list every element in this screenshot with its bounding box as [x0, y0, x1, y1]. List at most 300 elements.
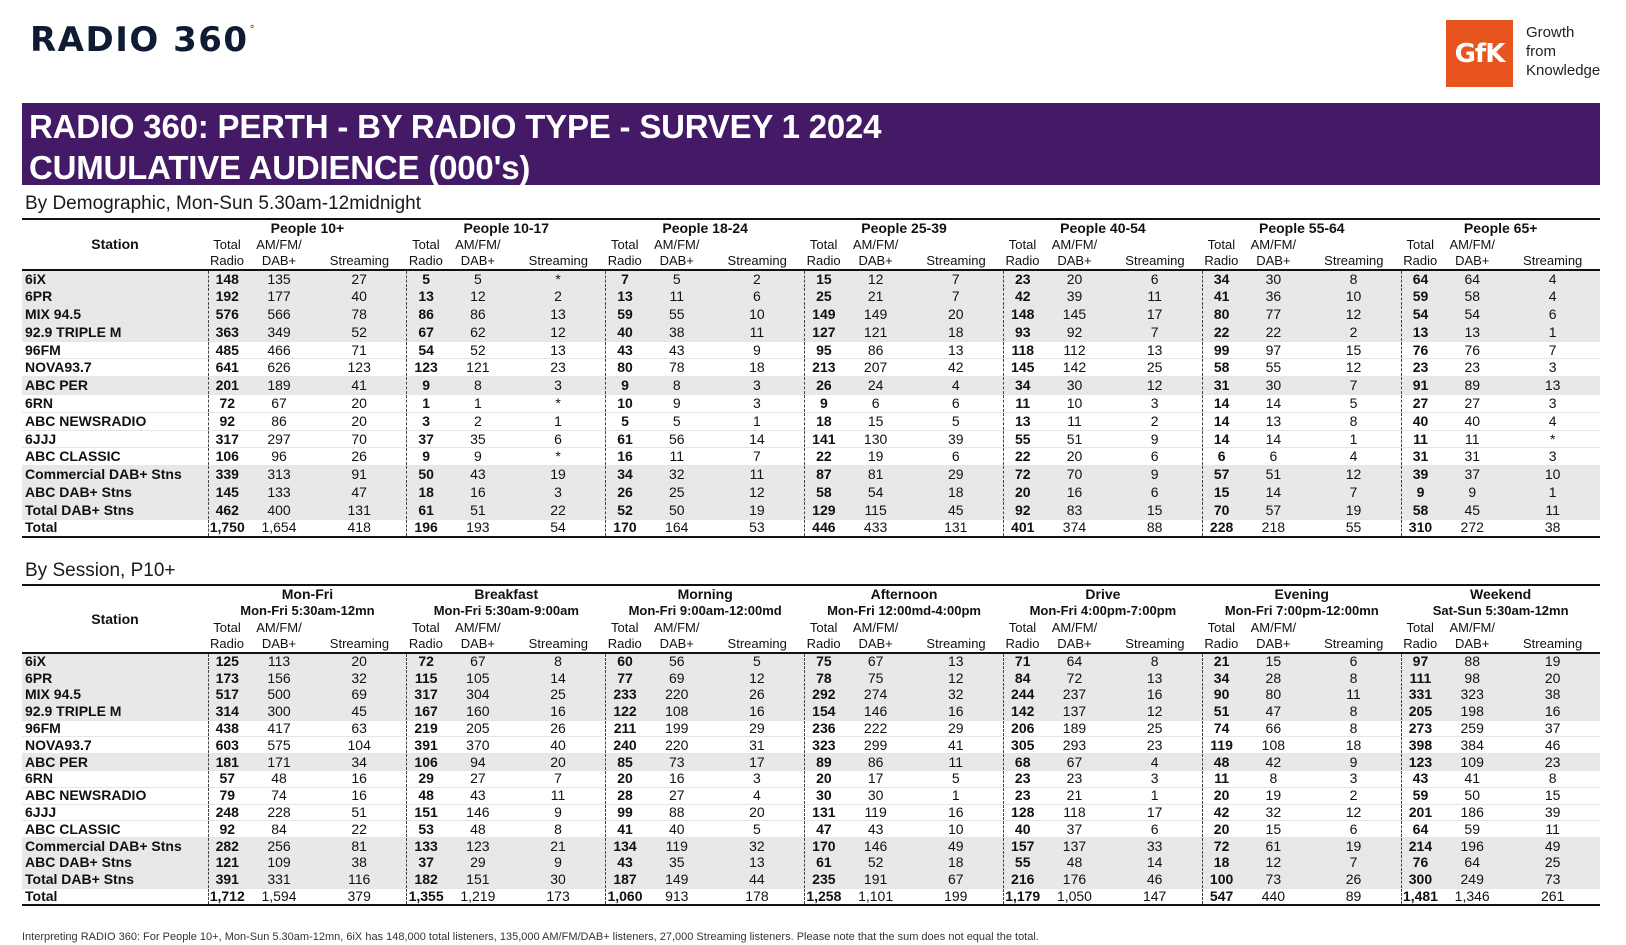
group-header-row: [22, 585, 1600, 602]
total-radio-value: 31: [1202, 377, 1240, 395]
amfm-dab-value: 32: [644, 466, 710, 484]
total-radio-value: 141: [805, 430, 843, 448]
table-row: [22, 855, 1600, 872]
group-header-people-55-64: People 55-64: [1202, 219, 1401, 236]
streaming-value: 32: [312, 670, 407, 687]
streaming-header: Streaming: [926, 253, 986, 268]
total-radio-value: 3: [407, 412, 445, 430]
total-radio-value: 151: [407, 804, 445, 821]
streaming-value: 3: [710, 771, 805, 788]
streaming-value: 16: [1107, 687, 1202, 704]
amfm-dab-value: 8: [644, 377, 710, 395]
total-radio-value: 20: [805, 771, 843, 788]
amfm-dab-value: 237: [1041, 687, 1107, 704]
amfm-dab-value: 135: [246, 270, 312, 288]
streaming-value: 71: [312, 341, 407, 359]
streaming-value: 29: [710, 720, 805, 737]
total-radio-value: 15: [1202, 484, 1240, 502]
total-radio-value: 95: [805, 341, 843, 359]
amfm-dab-value: 89: [1439, 377, 1505, 395]
streaming-header-spacer: [1306, 236, 1401, 252]
total-radio-value: 125: [208, 653, 246, 670]
amfm-dab-value: 374: [1041, 519, 1107, 537]
streaming-header-spacer: [1306, 619, 1401, 635]
amfm-dab-value: 84: [246, 821, 312, 838]
streaming-value: *: [1505, 430, 1600, 448]
group-time-range: Mon-Fri 9:00am-12:00md: [628, 603, 782, 618]
total-radio-value: 84: [1003, 670, 1041, 687]
total-radio-header-line1: Total: [611, 236, 639, 252]
streaming-value: 4: [1306, 448, 1401, 466]
streaming-value: 18: [909, 323, 1004, 341]
amfm-dab-value: 205: [445, 720, 511, 737]
amfm-dab-value: 323: [1439, 687, 1505, 704]
streaming-value: 9: [1107, 466, 1202, 484]
amfm-dab-value: 86: [445, 306, 511, 324]
total-radio-value: 34: [1202, 670, 1240, 687]
streaming-value: 81: [312, 838, 407, 855]
amfm-dab-value: 16: [1041, 484, 1107, 502]
amfm-dab-value: 59: [1439, 821, 1505, 838]
total-radio-value: 192: [208, 288, 246, 306]
total-radio-value: 438: [208, 720, 246, 737]
total-radio-value: 122: [606, 703, 644, 720]
amfm-dab-header-line2: DAB+: [460, 636, 496, 651]
amfm-dab-value: 75: [843, 670, 909, 687]
total-radio-value: 462: [208, 501, 246, 519]
total-radio-value: 30: [805, 787, 843, 804]
amfm-dab-value: 109: [246, 855, 312, 872]
column-header-row: [22, 236, 1600, 252]
streaming-value: 379: [312, 888, 407, 905]
total-radio-value: 59: [606, 306, 644, 324]
streaming-value: 70: [312, 430, 407, 448]
total-radio-value: 1,355: [408, 888, 444, 904]
streaming-header-spacer: [909, 236, 1004, 252]
amfm-dab-value: 913: [644, 888, 710, 905]
total-radio-value: 148: [1003, 306, 1041, 324]
table-row: [22, 703, 1600, 720]
streaming-value: 7: [1107, 323, 1202, 341]
amfm-dab-value: 67: [445, 653, 511, 670]
amfm-dab-header-line2: DAB+: [659, 253, 694, 268]
streaming-value: 23: [511, 359, 606, 377]
streaming-value: 20: [1505, 670, 1600, 687]
total-radio-value: 517: [208, 687, 246, 704]
total-radio-value: 85: [606, 754, 644, 771]
amfm-dab-value: 11: [644, 448, 710, 466]
streaming-value: 46: [1505, 737, 1600, 754]
total-radio-value: 76: [1401, 855, 1439, 872]
streaming-value: 4: [1505, 270, 1600, 288]
total-radio-value: 58: [805, 484, 843, 502]
amfm-dab-value: 108: [1240, 737, 1306, 754]
streaming-value: 12: [909, 670, 1004, 687]
streaming-value: *: [511, 395, 606, 413]
streaming-value: 173: [511, 888, 606, 905]
table-row: [22, 288, 1600, 306]
streaming-value: 1: [1306, 430, 1401, 448]
streaming-value: 4: [1107, 754, 1202, 771]
group-header-afternoon: Afternoon: [805, 585, 1004, 602]
gfk-brand: [1446, 20, 1600, 87]
group-header-mon-fri: Mon-Fri: [208, 585, 407, 602]
streaming-value: 19: [1505, 653, 1600, 670]
total-radio-value: 22: [805, 448, 843, 466]
total-radio-value: 42: [1202, 804, 1240, 821]
streaming-value: 13: [1505, 377, 1600, 395]
streaming-value: 46: [1107, 871, 1202, 888]
station-name: 6PR: [22, 288, 208, 306]
streaming-value: 16: [909, 804, 1004, 821]
streaming-header: Streaming: [528, 253, 588, 268]
amfm-dab-value: 35: [445, 430, 511, 448]
total-radio-value: 13: [606, 288, 644, 306]
total-radio-header-line2: Radio: [210, 253, 244, 268]
amfm-dab-value: 40: [1439, 412, 1505, 430]
table-row: [22, 306, 1600, 324]
total-radio-header-line2: Radio: [1403, 636, 1438, 651]
amfm-dab-header-line2: DAB+: [659, 636, 694, 651]
amfm-dab-value: 32: [1240, 804, 1306, 821]
table-row: [22, 687, 1600, 704]
total-radio-value: 54: [407, 341, 445, 359]
total-radio-value: 61: [606, 430, 644, 448]
amfm-dab-value: 1,050: [1041, 888, 1107, 905]
streaming-value: 418: [312, 519, 407, 537]
total-radio-value: 133: [407, 838, 445, 855]
amfm-dab-value: 35: [644, 855, 710, 872]
amfm-dab-value: 51: [1041, 430, 1107, 448]
amfm-dab-value: 164: [644, 519, 710, 537]
amfm-dab-value: 12: [445, 288, 511, 306]
total-radio-value: 142: [1003, 703, 1041, 720]
streaming-value: 44: [710, 871, 805, 888]
amfm-dab-value: 218: [1240, 519, 1306, 537]
amfm-dab-header-line2: DAB+: [1057, 253, 1092, 268]
amfm-dab-header-line1: AM/FM/: [1449, 236, 1495, 252]
total-radio-value: 228: [1202, 519, 1240, 537]
total-radio-value: 240: [606, 737, 644, 754]
table-row: [22, 787, 1600, 804]
total-radio-value: 42: [1003, 288, 1041, 306]
streaming-value: 11: [909, 754, 1004, 771]
streaming-header-spacer: [312, 619, 407, 635]
streaming-value: 45: [909, 501, 1004, 519]
streaming-header: Streaming: [1523, 253, 1583, 268]
amfm-dab-value: 121: [445, 359, 511, 377]
table-row: [22, 653, 1600, 670]
streaming-value: 25: [511, 687, 606, 704]
streaming-value: 40: [312, 288, 407, 306]
total-radio-value: 23: [1401, 359, 1439, 377]
total-radio-value: 1,258: [806, 888, 842, 904]
streaming-value: 26: [312, 448, 407, 466]
amfm-dab-value: 51: [445, 501, 511, 519]
streaming-value: 7: [1505, 341, 1600, 359]
group-time-range: Mon-Fri 7:00pm-12:00mn: [1224, 603, 1379, 618]
amfm-dab-value: 47: [1240, 703, 1306, 720]
amfm-dab-value: 27: [445, 771, 511, 788]
total-radio-value: 29: [407, 771, 445, 788]
amfm-dab-value: 11: [1439, 430, 1505, 448]
amfm-dab-value: 67: [1041, 754, 1107, 771]
total-radio-value: 22: [1003, 448, 1041, 466]
total-radio-value: 34: [1003, 377, 1041, 395]
total-radio-value: 16: [606, 448, 644, 466]
streaming-value: 8: [511, 821, 606, 838]
amfm-dab-value: 27: [1439, 395, 1505, 413]
total-radio-value: 1,481: [1402, 888, 1438, 904]
streaming-value: 10: [710, 306, 805, 324]
streaming-value: 3: [1505, 395, 1600, 413]
total-radio-header-line1: Total: [1008, 236, 1037, 252]
streaming-value: 8: [511, 653, 606, 670]
amfm-dab-value: 272: [1439, 519, 1505, 537]
streaming-value: 25: [1107, 720, 1202, 737]
streaming-value: 1: [1107, 787, 1202, 804]
streaming-value: 33: [1107, 838, 1202, 855]
station-name: ABC PER: [22, 377, 208, 395]
station-name: 6RN: [22, 395, 208, 413]
amfm-dab-header-line2: DAB+: [858, 253, 893, 268]
total-radio-value: 43: [1401, 771, 1439, 788]
streaming-value: 12: [1306, 804, 1401, 821]
total-radio-value: 34: [606, 466, 644, 484]
total-radio-value: 149: [805, 306, 843, 324]
amfm-dab-value: 297: [246, 430, 312, 448]
streaming-value: 1: [1505, 323, 1600, 341]
streaming-value: 26: [710, 687, 805, 704]
total-radio-value: 52: [606, 501, 644, 519]
station-name: ABC CLASSIC: [22, 448, 208, 466]
streaming-value: 29: [909, 720, 1004, 737]
amfm-dab-value: 77: [1240, 306, 1306, 324]
amfm-dab-value: 37: [1041, 821, 1107, 838]
streaming-header-spacer: [1505, 619, 1600, 635]
amfm-dab-value: 151: [445, 871, 511, 888]
streaming-value: 89: [1306, 888, 1401, 905]
total-radio-value: 131: [805, 804, 843, 821]
station-name: 92.9 TRIPLE M: [22, 323, 208, 341]
streaming-value: 15: [1107, 501, 1202, 519]
gfk-tagline: Growth from Knowledge: [1526, 24, 1601, 79]
table-row: [22, 804, 1600, 821]
streaming-header-spacer: [312, 236, 407, 252]
amfm-dab-value: 14: [1240, 484, 1306, 502]
streaming-value: 20: [312, 395, 407, 413]
total-radio-value: 5: [407, 270, 445, 288]
amfm-dab-value: 199: [644, 720, 710, 737]
column-header-row-2: [22, 252, 1600, 270]
station-name: 6JJJ: [22, 804, 208, 821]
amfm-dab-value: 67: [843, 653, 909, 670]
table-row: [22, 670, 1600, 687]
amfm-dab-value: 108: [644, 703, 710, 720]
total-radio-value: 13: [1401, 323, 1439, 341]
total-radio-value: 91: [1401, 377, 1439, 395]
total-radio-value: 97: [1401, 653, 1439, 670]
amfm-dab-value: 27: [644, 787, 710, 804]
streaming-header: Streaming: [1125, 636, 1185, 651]
total-radio-header-line1: Total: [1008, 619, 1037, 635]
streaming-header-spacer: [909, 619, 1004, 635]
streaming-value: 10: [1306, 288, 1401, 306]
streaming-value: 1: [1505, 484, 1600, 502]
group-time-range: Mon-Fri 4:00pm-7:00pm: [1029, 603, 1177, 618]
amfm-dab-value: 24: [843, 377, 909, 395]
total-radio-value: 9: [407, 448, 445, 466]
amfm-dab-value: 43: [445, 466, 511, 484]
table-row: [22, 771, 1600, 788]
streaming-value: 38: [312, 855, 407, 872]
streaming-header-spacer: [1505, 236, 1600, 252]
station-name: 6JJJ: [22, 430, 208, 448]
amfm-dab-value: 81: [843, 466, 909, 484]
report-subtitle: CUMULATIVE AUDIENCE (000's): [29, 149, 531, 186]
total-radio-value: 55: [1003, 430, 1041, 448]
total-radio-header-line1: Total: [809, 236, 838, 252]
total-radio-value: 37: [407, 430, 445, 448]
streaming-header: Streaming: [1324, 636, 1384, 651]
total-radio-value: 391: [407, 737, 445, 754]
amfm-dab-value: 48: [246, 771, 312, 788]
session-section-title: By Session, P10+: [25, 560, 176, 581]
total-radio-value: 170: [805, 838, 843, 855]
streaming-value: *: [511, 448, 606, 466]
streaming-value: 11: [1107, 288, 1202, 306]
total-radio-value: 39: [1401, 466, 1439, 484]
total-radio-value: 314: [208, 703, 246, 720]
streaming-value: 13: [909, 341, 1004, 359]
amfm-dab-value: 23: [1439, 359, 1505, 377]
amfm-dab-value: 23: [1041, 771, 1107, 788]
amfm-dab-value: 67: [246, 395, 312, 413]
station-name: 96FM: [22, 720, 208, 737]
total-radio-value: 28: [606, 787, 644, 804]
streaming-value: 6: [909, 395, 1004, 413]
streaming-value: 104: [312, 737, 407, 754]
total-radio-value: 5: [606, 412, 644, 430]
amfm-dab-value: 73: [1240, 871, 1306, 888]
amfm-dab-value: 70: [1041, 466, 1107, 484]
streaming-value: 15: [1306, 341, 1401, 359]
amfm-dab-value: 119: [843, 804, 909, 821]
amfm-dab-value: 105: [445, 670, 511, 687]
total-radio-value: 59: [1401, 787, 1439, 804]
station-name: 6iX: [22, 270, 208, 288]
total-radio-value: 76: [1401, 341, 1439, 359]
streaming-value: 17: [710, 754, 805, 771]
streaming-value: 27: [312, 270, 407, 288]
total-radio-header-line2: Radio: [408, 253, 443, 268]
amfm-dab-value: 66: [1240, 720, 1306, 737]
amfm-dab-value: 137: [1041, 838, 1107, 855]
streaming-value: 9: [511, 804, 606, 821]
total-radio-value: 213: [805, 359, 843, 377]
streaming-value: 55: [1306, 519, 1401, 537]
total-radio-value: 118: [1003, 341, 1041, 359]
streaming-header: Streaming: [1324, 253, 1384, 268]
total-radio-header-line1: Total: [213, 619, 241, 635]
amfm-dab-header-line1: AM/FM/: [852, 236, 899, 252]
table-row: [22, 519, 1600, 537]
total-radio-value: 196: [407, 519, 445, 537]
amfm-dab-value: 2: [445, 412, 511, 430]
total-radio-value: 235: [805, 871, 843, 888]
total-radio-value: 603: [208, 737, 246, 754]
total-radio-value: 1,712: [209, 888, 245, 904]
streaming-header: Streaming: [1523, 636, 1583, 651]
streaming-header-spacer: [710, 236, 805, 252]
streaming-value: 4: [710, 787, 805, 804]
amfm-dab-value: 149: [644, 871, 710, 888]
amfm-dab-value: 123: [445, 838, 511, 855]
amfm-dab-value: 112: [1041, 341, 1107, 359]
streaming-value: 131: [312, 501, 407, 519]
amfm-dab-value: 45: [1439, 501, 1505, 519]
total-radio-value: 106: [208, 448, 246, 466]
amfm-dab-value: 433: [843, 519, 909, 537]
streaming-header-spacer: [710, 619, 805, 635]
amfm-dab-header-line1: AM/FM/: [455, 236, 501, 252]
streaming-value: *: [511, 270, 606, 288]
amfm-dab-value: 52: [445, 341, 511, 359]
streaming-value: 20: [710, 804, 805, 821]
total-radio-value: 51: [1202, 703, 1240, 720]
streaming-value: 1: [511, 412, 606, 430]
total-radio-header-line1: Total: [412, 236, 440, 252]
gfk-logo: GfK: [1446, 20, 1513, 87]
total-radio-value: 317: [208, 430, 246, 448]
amfm-dab-value: 16: [445, 484, 511, 502]
streaming-value: 78: [312, 306, 407, 324]
streaming-value: 3: [1306, 771, 1401, 788]
total-radio-value: 74: [1202, 720, 1240, 737]
amfm-dab-header-line1: AM/FM/: [256, 236, 302, 252]
streaming-value: 3: [710, 395, 805, 413]
total-radio-value: 323: [805, 737, 843, 754]
total-radio-value: 48: [407, 787, 445, 804]
streaming-value: 26: [1306, 871, 1401, 888]
total-radio-value: 34: [1202, 270, 1240, 288]
total-radio-value: 14: [1202, 430, 1240, 448]
amfm-dab-value: 331: [246, 871, 312, 888]
streaming-header-spacer: [511, 236, 606, 252]
total-radio-value: 41: [1202, 288, 1240, 306]
streaming-value: 11: [1505, 501, 1600, 519]
streaming-value: 91: [312, 466, 407, 484]
amfm-dab-value: 15: [1240, 821, 1306, 838]
total-radio-header-line2: Radio: [1005, 636, 1040, 651]
total-radio-value: 106: [407, 754, 445, 771]
amfm-dab-value: 130: [843, 430, 909, 448]
table-row: [22, 501, 1600, 519]
total-radio-value: 128: [1003, 804, 1041, 821]
total-radio-value: 282: [208, 838, 246, 855]
streaming-value: 10: [909, 821, 1004, 838]
streaming-value: 7: [909, 288, 1004, 306]
streaming-value: 6: [1107, 448, 1202, 466]
total-radio-value: 61: [407, 501, 445, 519]
total-radio-value: 18: [407, 484, 445, 502]
amfm-dab-value: 55: [644, 306, 710, 324]
total-radio-value: 292: [805, 687, 843, 704]
amfm-dab-header-line1: AM/FM/: [455, 619, 501, 635]
streaming-value: 3: [1505, 448, 1600, 466]
total-radio-value: 641: [208, 359, 246, 377]
streaming-value: 13: [1107, 670, 1202, 687]
